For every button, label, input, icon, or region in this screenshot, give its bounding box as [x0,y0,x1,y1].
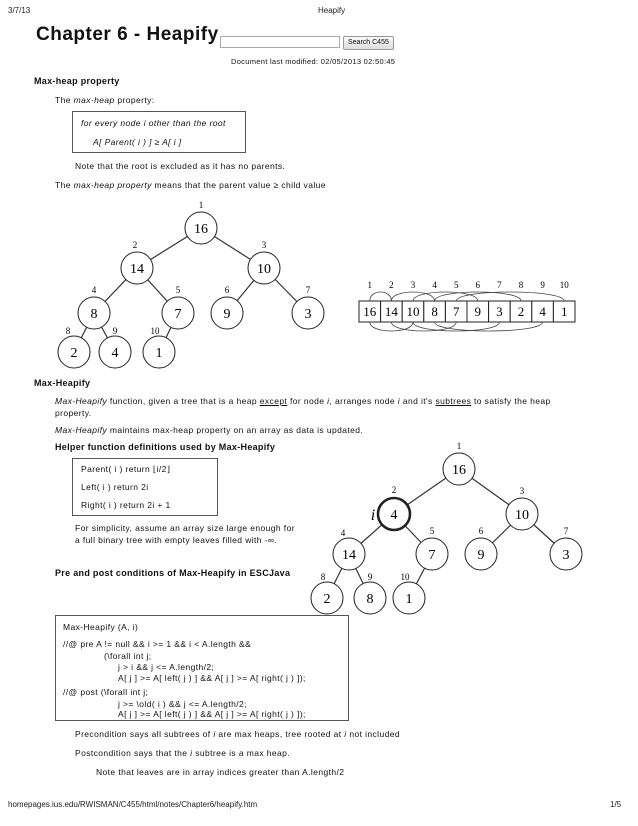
heap-node-value: 3 [562,548,570,563]
text: The [55,180,71,190]
term: Max-Heapify [55,396,108,406]
heap-node-value: 8 [90,307,98,322]
print-doc-title: Heapify [318,6,346,15]
text: to satisfy the heap [474,396,551,406]
heap-node-value: 14 [342,548,356,563]
text: maintains max-heap property on an array as data is updated. [109,425,364,435]
heading-helper-functions: Helper function definitions used by Max-Heapify [55,442,276,452]
code-line-7: j >= \old( i ) && j <= A.length/2; [118,699,247,709]
heap-node-index: 7 [563,526,569,536]
text: subtree is a max heap. [195,748,291,758]
code-line-8: A[ j ] >= A[ left( j ) ] && A[ j ] >= A[ right( j ) ]); [118,709,306,719]
heap-tree-1 [58,200,324,368]
search-input[interactable] [220,36,340,48]
postcondition-note [75,748,290,758]
text: a full binary tree with empty leaves filled with -∞. [75,535,278,545]
array-index: 3 [410,280,416,290]
heap-node-value: 1 [155,346,163,361]
array-cell-value: 16 [363,304,377,319]
heap-node-value: 8 [366,592,374,607]
heap-node-value: 9 [477,548,485,563]
text: are max heaps, tree rooted at [218,729,342,739]
maxheap-means [55,180,326,190]
heap-node-index: 9 [112,326,118,336]
array-index: 6 [475,280,481,290]
code-line-6: //@ post (\forall int j; [63,687,149,697]
heap-node-value: 14 [130,262,144,277]
heap-node-index: 10 [400,572,410,582]
text: property: [117,95,155,105]
print-date: 3/7/13 [8,6,31,15]
array-cell-value: 7 [452,304,460,319]
last-modified-label: Document last modified: [231,57,319,66]
heading-max-heap-property: Max-heap property [34,76,120,86]
heap-node-value: 9 [223,307,231,322]
heap-array-1 [359,280,575,331]
heap-node-value: 10 [515,508,529,523]
heap-node-index: 2 [391,485,397,495]
array-cell-value: 3 [496,304,503,319]
code-line-4: j > i && j <= A.length/2; [118,662,215,672]
array-index: 2 [389,280,394,290]
heap-figure-2 [0,440,638,620]
array-cell-value: 14 [384,304,398,319]
text: and it's [402,396,433,406]
heap-node-index: 6 [224,285,230,295]
code-line-3: (\forall int j; [104,651,152,661]
term: Max-Heapify [55,425,108,435]
footer-page: 1/5 [610,800,622,809]
term: max-heap property [73,180,152,190]
var-i: i [190,748,193,758]
text: means that the parent value ≥ child value [154,180,326,190]
heap-node-index: 2 [132,240,138,250]
array-cell-value: 4 [539,304,546,319]
pre-post-code-box [55,615,349,721]
text: The [55,95,71,105]
leaves-note: Note that leaves are in array indices greater than A.length/2 [96,767,345,777]
max-heapify-description [55,395,585,419]
heap-node-index: 5 [175,285,181,295]
maxheap-def-line1: for every node i other than the root [81,118,226,128]
heap-tree-2 [311,441,582,614]
heap-node-value: 16 [194,222,208,237]
array-cell-value: 9 [474,304,482,319]
page-title: Chapter 6 - Heapify [36,24,219,45]
heap-node-index: 3 [261,240,267,250]
text: function, given a tree that is a heap [109,396,257,406]
last-modified-value: 02/05/2013 02:50:45 [320,57,396,66]
heap-node-index: 5 [429,526,435,536]
heading-pre-post: Pre and post conditions of Max-Heapify in ESCJava [55,568,291,578]
node-i-marker: i [370,507,376,524]
array-index: 8 [518,280,524,290]
array-arc [413,292,478,301]
array-cell-value: 1 [560,304,568,319]
heap-node-index: 10 [150,326,160,336]
maxheap-note: Note that the root is excluded as it has no parents. [75,161,286,171]
array-cell-value: 8 [431,304,438,319]
array-arc [435,322,543,331]
array-arc [370,292,392,301]
helper-right: Right( i ) return 2i + 1 [81,500,171,510]
var-i: i [327,396,330,406]
array-index: 4 [432,280,437,290]
maxheap-definition-box [72,111,246,153]
array-index: 9 [540,280,545,290]
heap-node-index: 3 [519,486,525,496]
heap-node-index: 1 [198,200,204,210]
var-i: i [344,729,347,739]
text: , arranges node [329,396,395,406]
subtrees-link[interactable]: subtrees [435,396,472,406]
except-link[interactable]: except [259,396,288,406]
heap-node-index: 7 [305,285,311,295]
heading-max-heapify: Max-Heapify [34,378,91,388]
heap-node-value: 4 [390,508,398,523]
helper-parent: Parent( i ) return ⌊i/2⌋ [81,464,171,474]
text: For simplicity, assume an array size large enough for [75,523,295,533]
code-line-5: A[ j ] >= A[ left( j ) ] && A[ j ] >= A[ right( j ) ]); [118,673,306,683]
var-i: i [397,396,401,406]
array-cell-value: 2 [517,304,525,319]
text: Precondition says all subtrees of [75,729,211,739]
var-i: i [213,729,216,739]
code-line-1: Max-Heapify (A, i) [63,622,139,632]
heap-node-value: 2 [70,346,78,361]
search-button[interactable]: Search C455 [343,36,394,50]
text: not included [349,729,400,739]
code-line-2: //@ pre A != null && i >= 1 && i < A.length && [63,639,252,649]
heap-figure-1 [0,192,638,372]
heap-node-value: 3 [304,307,312,322]
maxheap-intro [55,95,155,105]
heap-node-value: 4 [111,346,119,361]
array-index: 1 [367,280,373,290]
array-arc [391,322,456,331]
heap-node-index: 8 [320,572,326,582]
heap-node-value: 2 [323,592,331,607]
heap-node-index: 9 [367,572,373,582]
heap-node-value: 7 [428,548,436,563]
heap-node-index: 8 [65,326,71,336]
term: max-heap [73,95,115,105]
max-heapify-maintains [55,425,363,435]
array-index: 5 [453,280,459,290]
precondition-note [75,729,400,739]
heap-node-index: 1 [456,441,462,451]
array-index: 7 [497,280,502,290]
heap-node-index: 6 [478,526,484,536]
array-arc [456,292,564,301]
heap-node-value: 1 [405,592,413,607]
heap-node-index: 4 [91,285,97,295]
text: for node [289,396,325,406]
heap-node-value: 10 [257,262,271,277]
array-index: 10 [559,280,569,290]
heap-node-index: 4 [340,528,346,538]
text: Postcondition says that the [75,748,188,758]
array-cell-value: 10 [406,304,420,319]
heap-node-value: 16 [452,463,466,478]
footer-url[interactable]: homepages.ius.edu/RWISMAN/C455/html/notes/Chapter6/heapify.htm [8,800,258,809]
helper-left: Left( i ) return 2i [81,482,149,492]
maxheap-def-line2: A[ Parent( i ) ] ≥ A[ i ] [93,137,182,147]
last-modified [231,57,395,66]
text: property. [55,408,92,418]
heap-node-value: 7 [174,307,182,322]
